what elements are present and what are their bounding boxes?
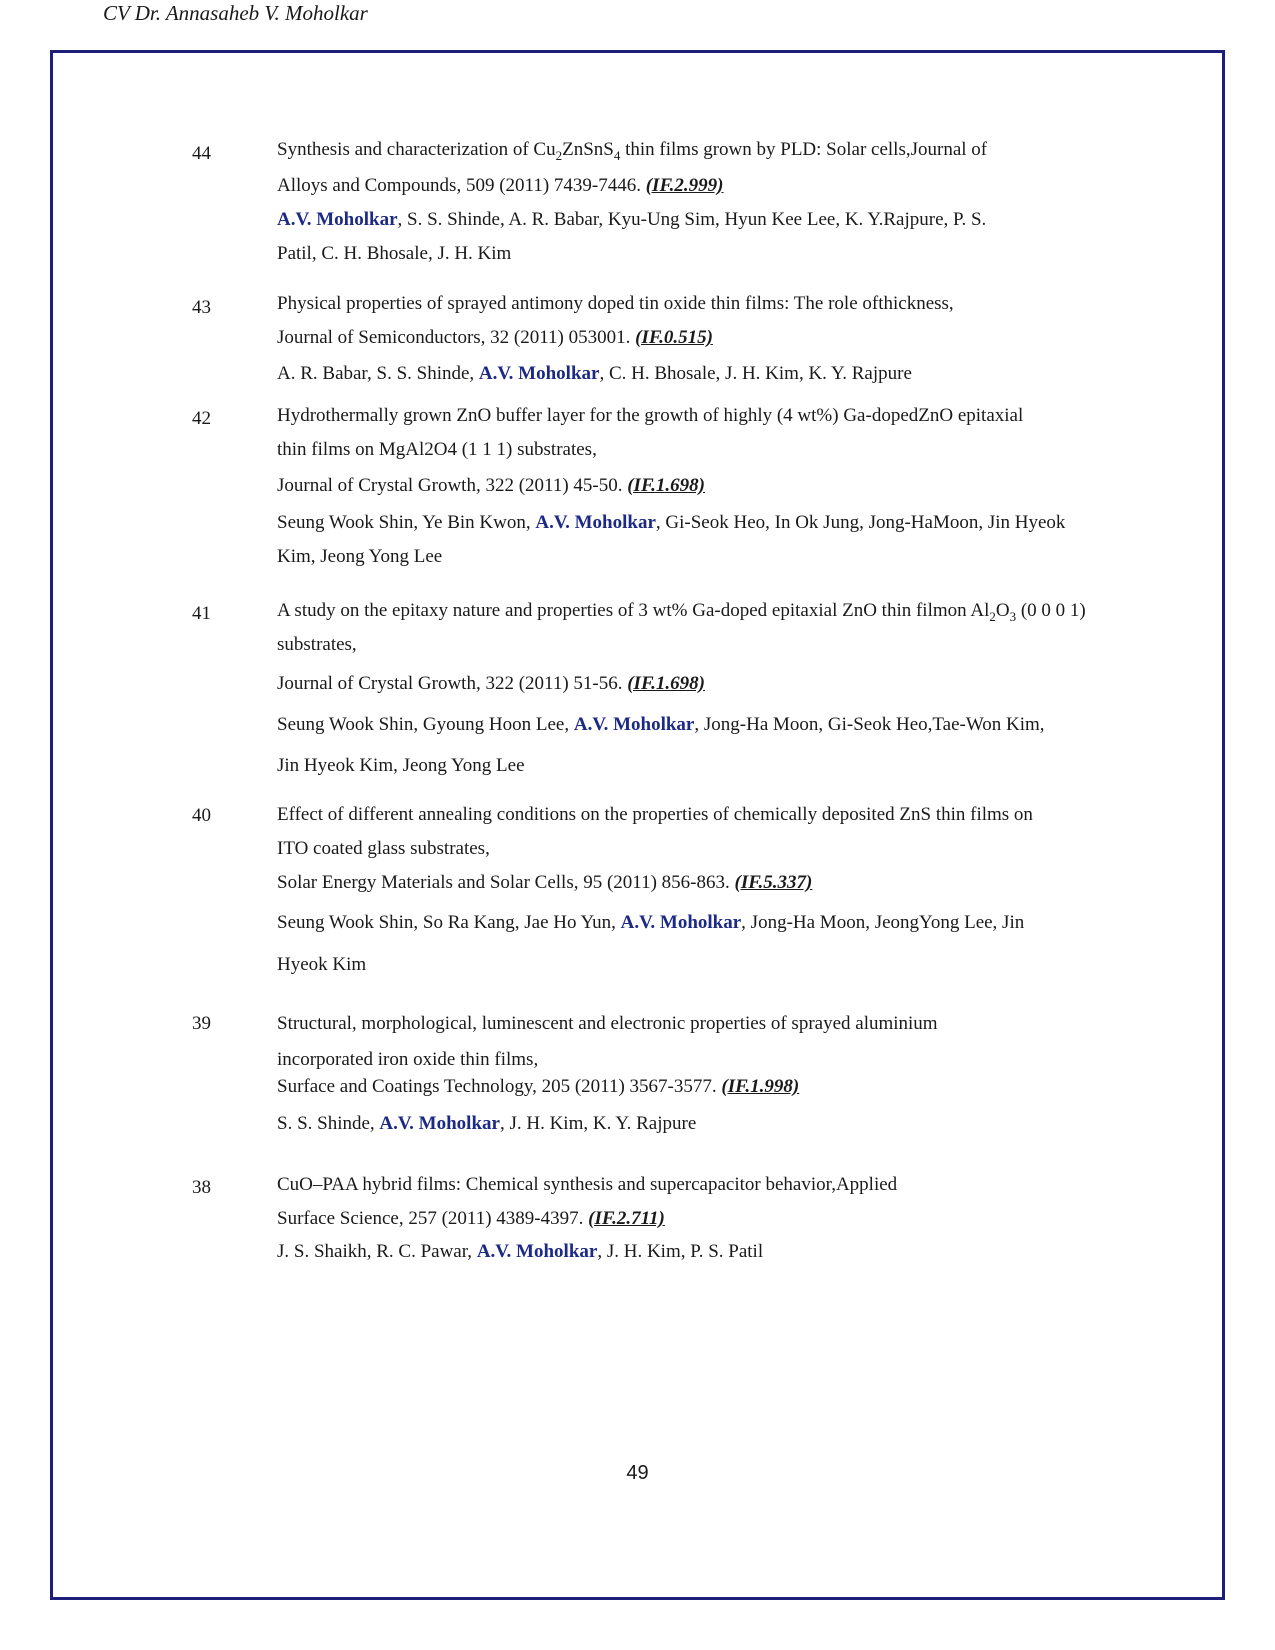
entry-title: Structural, morphological, luminescent and electronic properties of sprayed aluminium	[277, 1013, 938, 1034]
entry-authors	[277, 713, 1045, 737]
entry-authors	[277, 1112, 696, 1136]
authors-text: Seung Wook Shin, So Ra Kang, Jae Ho Yun,	[277, 912, 621, 933]
entry-authors	[277, 1240, 763, 1264]
entry-authors	[277, 511, 1065, 535]
authors-text: Seung Wook Shin, Ye Bin Kwon,	[277, 512, 536, 533]
highlighted-author: A.V. Moholkar	[573, 714, 695, 735]
journal-text: Alloys and Compounds, 509 (2011) 7439-7446.	[277, 175, 646, 196]
title-text: ZnSnS	[562, 139, 614, 160]
page-number: 49	[626, 1462, 649, 1484]
entry-title-continued: thin films on MgAl2O4 (1 1 1) substrates,	[277, 439, 597, 460]
running-head: CV Dr. Annasaheb V. Moholkar	[103, 1, 368, 25]
impact-factor: (IF.0.515)	[635, 327, 713, 348]
journal-text: Solar Energy Materials and Solar Cells, 95 (2011) 856-863.	[277, 872, 735, 893]
entry-journal	[277, 672, 705, 696]
entry-journal	[277, 474, 705, 498]
authors-text: , S. S. Shinde, A. R. Babar, Kyu-Ung Sim, Hyun Kee Lee, K. Y.Rajpure, P. S.	[397, 209, 987, 230]
authors-text: , J. H. Kim, K. Y. Rajpure	[499, 1113, 697, 1134]
entry-authors-continued: Patil, C. H. Bhosale, J. H. Kim	[277, 243, 512, 264]
entry-journal	[277, 326, 713, 350]
journal-text: Journal of Crystal Growth, 322 (2011) 45-50.	[277, 475, 628, 496]
entry-title	[277, 138, 987, 168]
entry-number: 41	[192, 603, 211, 624]
entry-title	[277, 599, 1086, 629]
entry-authors-continued: Kim, Jeong Yong Lee	[277, 546, 443, 567]
impact-factor: (IF.5.337)	[734, 872, 813, 893]
journal-text: Surface Science, 257 (2011) 4389-4397.	[277, 1208, 589, 1229]
authors-text: , Jong-Ha Moon, Gi-Seok Heo,Tae-Won Kim,	[694, 714, 1045, 735]
journal-text: Journal of Crystal Growth, 322 (2011) 51-56.	[277, 673, 628, 694]
title-text: (0 0 0 1)	[1016, 600, 1086, 621]
title-text: Synthesis and characterization of Cu	[277, 139, 556, 160]
entry-title: Hydrothermally grown ZnO buffer layer for the growth of highly (4 wt%) Ga-dopedZnO epitaxial	[277, 405, 1024, 426]
subscript: 3	[1009, 608, 1017, 624]
authors-text: , Jong-Ha Moon, JeongYong Lee, Jin	[741, 912, 1025, 933]
subscript: 2	[555, 147, 563, 163]
highlighted-author: A.V. Moholkar	[478, 363, 600, 384]
entry-journal	[277, 1207, 665, 1231]
highlighted-author: A.V. Moholkar	[535, 512, 656, 533]
entry-number: 42	[192, 408, 211, 429]
entry-journal	[277, 1075, 799, 1099]
entry-authors-continued: Hyeok Kim	[277, 954, 367, 975]
entry-journal	[277, 871, 812, 895]
authors-text: S. S. Shinde,	[277, 1113, 380, 1134]
authors-text: , J. H. Kim, P. S. Patil	[597, 1241, 764, 1262]
entry-number: 43	[192, 297, 211, 318]
authors-text: J. S. Shaikh, R. C. Pawar,	[277, 1241, 477, 1262]
highlighted-author: A.V. Moholkar	[476, 1241, 598, 1262]
highlighted-author: A.V. Moholkar	[379, 1113, 500, 1134]
entry-authors	[277, 362, 912, 386]
entry-number: 44	[192, 143, 211, 164]
impact-factor: (IF.2.711)	[588, 1208, 665, 1229]
authors-text: , C. H. Bhosale, J. H. Kim, K. Y. Rajpure	[599, 363, 912, 384]
impact-factor: (IF.2.999)	[645, 175, 724, 196]
entry-title: CuO–PAA hybrid films: Chemical synthesis and supercapacitor behavior,Applied	[277, 1174, 898, 1195]
entry-number: 38	[192, 1177, 211, 1198]
authors-text: , Gi-Seok Heo, In Ok Jung, Jong-HaMoon, Jin Hyeok	[655, 512, 1066, 533]
entry-journal	[277, 174, 724, 198]
entry-title: Physical properties of sprayed antimony doped tin oxide thin films: The role ofthickness,	[277, 293, 954, 314]
entry-title: Effect of different annealing conditions on the properties of chemically deposited ZnS thin films on	[277, 804, 1033, 825]
entry-authors	[277, 911, 1024, 935]
impact-factor: (IF.1.698)	[627, 475, 706, 496]
impact-factor: (IF.1.698)	[627, 673, 706, 694]
authors-text: Seung Wook Shin, Gyoung Hoon Lee,	[277, 714, 574, 735]
highlighted-author: A.V. Moholkar	[620, 912, 742, 933]
subscript: 2	[989, 608, 996, 624]
authors-text: A. R. Babar, S. S. Shinde,	[277, 363, 479, 384]
journal-text: Journal of Semiconductors, 32 (2011) 053001.	[277, 327, 636, 348]
impact-factor: (IF.1.998)	[721, 1076, 800, 1097]
entry-title-continued: substrates,	[277, 634, 357, 655]
title-text: A study on the epitaxy nature and properties of 3 wt% Ga-doped epitaxial ZnO thin filmon Al	[277, 600, 990, 621]
entry-authors-continued: Jin Hyeok Kim, Jeong Yong Lee	[277, 755, 525, 776]
entry-title-continued: incorporated iron oxide thin films,	[277, 1049, 539, 1070]
journal-text: Surface and Coatings Technology, 205 (2011) 3567-3577.	[277, 1076, 722, 1097]
subscript: 4	[613, 147, 621, 163]
highlighted-author: A.V. Moholkar	[277, 209, 398, 230]
entry-authors	[277, 208, 986, 232]
entry-title-continued: ITO coated glass substrates,	[277, 838, 490, 859]
entry-number: 40	[192, 805, 211, 826]
title-text: thin films grown by PLD: Solar cells,Journal of	[620, 139, 988, 160]
title-text: O	[995, 600, 1010, 621]
page-frame	[50, 50, 1225, 1600]
entry-number: 39	[192, 1013, 211, 1034]
